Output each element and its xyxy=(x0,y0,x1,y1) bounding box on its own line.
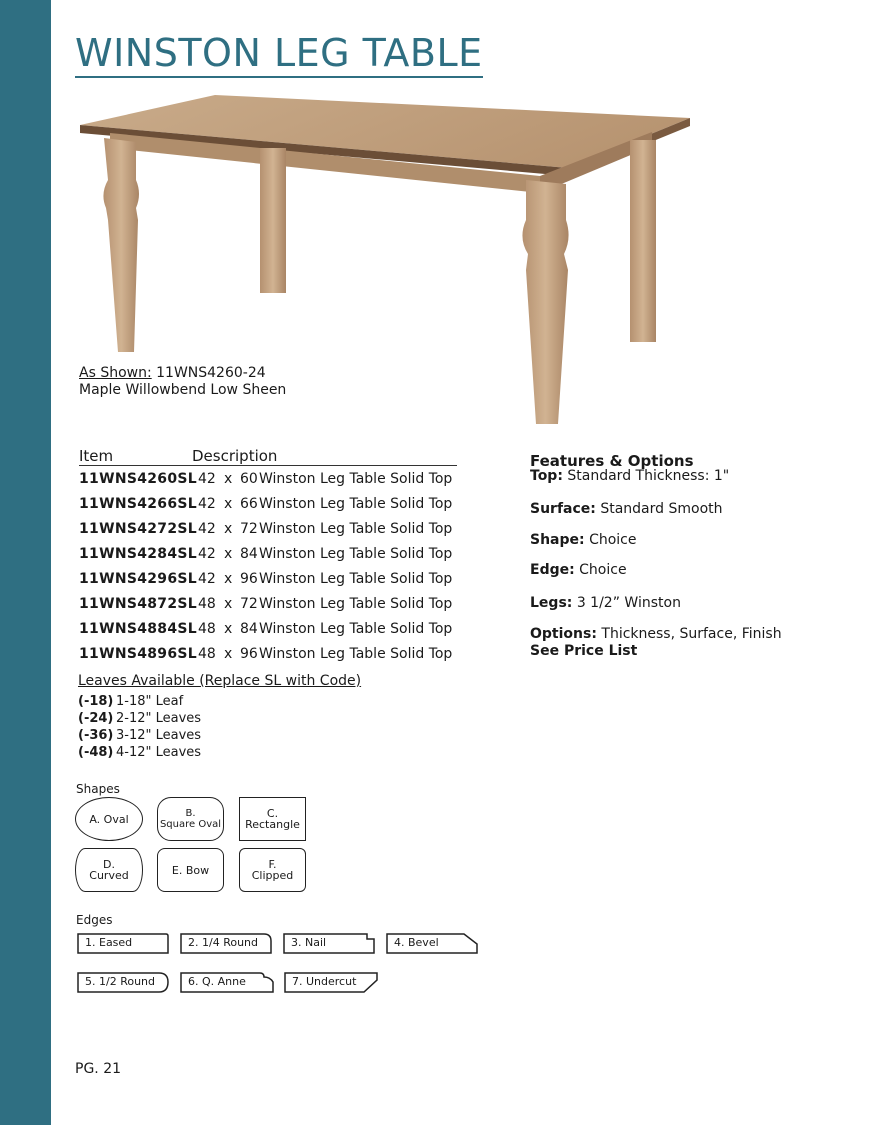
as-shown-finish: Maple Willowbend Low Sheen xyxy=(79,382,287,398)
item-row xyxy=(79,616,457,641)
leaf-code: (-24) xyxy=(78,711,114,726)
shape-rectangle xyxy=(239,797,306,841)
edge-queen-anne xyxy=(180,972,275,993)
edge-nail xyxy=(283,933,375,954)
header-item: Item xyxy=(79,447,114,465)
leaf-row xyxy=(78,727,361,744)
item-code: 11WNS4266SL xyxy=(79,496,197,512)
header-description: Description xyxy=(192,447,278,465)
edge-half-round-label: 5. 1/2 Round xyxy=(85,975,155,988)
item-description: Winston Leg Table Solid Top xyxy=(259,621,453,637)
leaf-description: 4-12" Leaves xyxy=(116,745,202,760)
feature-edge xyxy=(530,562,627,578)
item-width: 42 xyxy=(198,471,216,487)
feature-surface-label: Surface: xyxy=(530,501,596,517)
item-length: 84 xyxy=(240,546,258,562)
feature-edge-label: Edge: xyxy=(530,562,575,578)
see-price-list: See Price List xyxy=(530,643,638,659)
edge-quarter-round xyxy=(180,933,272,954)
item-width: 42 xyxy=(198,546,216,562)
item-description: Winston Leg Table Solid Top xyxy=(259,521,453,537)
item-code: 11WNS4296SL xyxy=(79,571,197,587)
item-description: Winston Leg Table Solid Top xyxy=(259,496,453,512)
leaf-code: (-18) xyxy=(78,694,114,709)
shape-oval xyxy=(75,797,143,841)
item-length: 96 xyxy=(240,646,258,662)
feature-options xyxy=(530,626,782,642)
item-code: 11WNS4884SL xyxy=(79,621,197,637)
item-times: x xyxy=(224,621,233,637)
item-times: x xyxy=(224,596,233,612)
shape-rectangle-name: Rectangle xyxy=(245,818,300,831)
item-times: x xyxy=(224,471,233,487)
leaves-section xyxy=(78,673,361,761)
edge-undercut xyxy=(284,972,379,993)
item-width: 42 xyxy=(198,496,216,512)
shape-curved xyxy=(75,848,143,892)
page-number: PG. 21 xyxy=(75,1061,122,1077)
item-length: 66 xyxy=(240,496,258,512)
leaf-row xyxy=(78,710,361,727)
edge-undercut-label: 7. Undercut xyxy=(292,975,357,988)
shape-bow-label: E. Bow xyxy=(171,863,210,877)
feature-surface xyxy=(530,501,723,517)
leaf-description: 2-12" Leaves xyxy=(116,711,202,726)
item-row xyxy=(79,466,457,491)
feature-legs-value: 3 1/2” Winston xyxy=(572,595,681,611)
edge-bevel-label: 4. Bevel xyxy=(394,936,439,949)
item-width: 42 xyxy=(198,521,216,537)
feature-shape xyxy=(530,532,637,548)
item-times: x xyxy=(224,646,233,662)
leaf-row xyxy=(78,693,361,710)
item-times: x xyxy=(224,496,233,512)
item-description: Winston Leg Table Solid Top xyxy=(259,471,453,487)
edge-eased-label: 1. Eased xyxy=(85,936,133,949)
as-shown-caption xyxy=(79,365,286,399)
item-times: x xyxy=(224,546,233,562)
item-length: 96 xyxy=(240,571,258,587)
item-times: x xyxy=(224,571,233,587)
feature-legs-label: Legs: xyxy=(530,595,573,611)
item-length: 60 xyxy=(240,471,258,487)
edge-bevel xyxy=(386,933,478,954)
item-row xyxy=(79,541,457,566)
edges-label: Edges xyxy=(76,913,113,927)
leaf-code: (-48) xyxy=(78,745,114,760)
leaves-title: Leaves Available (Replace SL with Code) xyxy=(78,673,362,689)
shape-curved-name: Curved xyxy=(89,869,129,882)
feature-edge-value: Choice xyxy=(574,562,627,578)
leaf-row xyxy=(78,744,361,761)
feature-shape-label: Shape: xyxy=(530,532,585,548)
edge-half-round xyxy=(77,972,169,993)
edge-quarter-round-label: 2. 1/4 Round xyxy=(188,936,258,949)
item-rows xyxy=(79,466,457,666)
edge-eased xyxy=(77,933,169,954)
feature-legs xyxy=(530,595,681,611)
leaf-rows xyxy=(78,693,361,761)
as-shown-label: As Shown: xyxy=(79,365,152,381)
shape-bow xyxy=(157,848,224,892)
feature-top-label: Top: xyxy=(530,468,563,484)
as-shown-code: 11WNS4260-24 xyxy=(151,365,266,381)
item-table-header xyxy=(79,447,457,466)
item-width: 48 xyxy=(198,621,216,637)
shape-clipped xyxy=(239,848,306,892)
item-code: 11WNS4872SL xyxy=(79,596,197,612)
item-table xyxy=(79,447,457,666)
item-description: Winston Leg Table Solid Top xyxy=(259,646,453,662)
item-width: 48 xyxy=(198,646,216,662)
item-times: x xyxy=(224,521,233,537)
shape-clipped-letter: F. xyxy=(268,858,277,871)
item-code: 11WNS4272SL xyxy=(79,521,197,537)
feature-top xyxy=(530,468,729,484)
item-description: Winston Leg Table Solid Top xyxy=(259,546,453,562)
feature-options-label: Options: xyxy=(530,626,597,642)
leaf-description: 3-12" Leaves xyxy=(116,728,202,743)
page-sidebar-band xyxy=(0,0,51,1125)
feature-surface-value: Standard Smooth xyxy=(595,501,723,517)
item-row xyxy=(79,591,457,616)
features-section xyxy=(530,452,850,659)
item-length: 72 xyxy=(240,521,258,537)
item-length: 72 xyxy=(240,596,258,612)
item-code: 11WNS4260SL xyxy=(79,471,197,487)
shape-square-oval xyxy=(157,797,224,841)
item-description: Winston Leg Table Solid Top xyxy=(259,596,453,612)
features-title: Features & Options xyxy=(530,452,694,470)
item-code: 11WNS4896SL xyxy=(79,646,197,662)
page-title: WINSTON LEG TABLE xyxy=(75,30,483,78)
item-width: 48 xyxy=(198,596,216,612)
item-code: 11WNS4284SL xyxy=(79,546,197,562)
item-row xyxy=(79,491,457,516)
feature-shape-value: Choice xyxy=(584,532,637,548)
feature-options-value: Thickness, Surface, Finish xyxy=(596,626,782,642)
item-row xyxy=(79,516,457,541)
shape-oval-label: A. Oval xyxy=(89,812,129,826)
leaf-description: 1-18" Leaf xyxy=(116,694,184,709)
shape-rectangle-letter: C. xyxy=(266,807,279,820)
item-row xyxy=(79,566,457,591)
edge-queen-anne-label: 6. Q. Anne xyxy=(188,975,246,988)
shapes-label: Shapes xyxy=(76,782,120,796)
item-width: 42 xyxy=(198,571,216,587)
item-length: 84 xyxy=(240,621,258,637)
shape-square-oval-name: Square Oval xyxy=(159,819,222,830)
item-description: Winston Leg Table Solid Top xyxy=(259,571,453,587)
feature-top-value: Standard Thickness: 1" xyxy=(562,468,730,484)
shape-clipped-name: Clipped xyxy=(251,869,294,882)
leaf-code: (-36) xyxy=(78,728,114,743)
shape-square-oval-letter: B. xyxy=(185,808,196,819)
item-row xyxy=(79,641,457,666)
shape-curved-letter: D. xyxy=(103,858,115,871)
edge-nail-label: 3. Nail xyxy=(291,936,327,949)
